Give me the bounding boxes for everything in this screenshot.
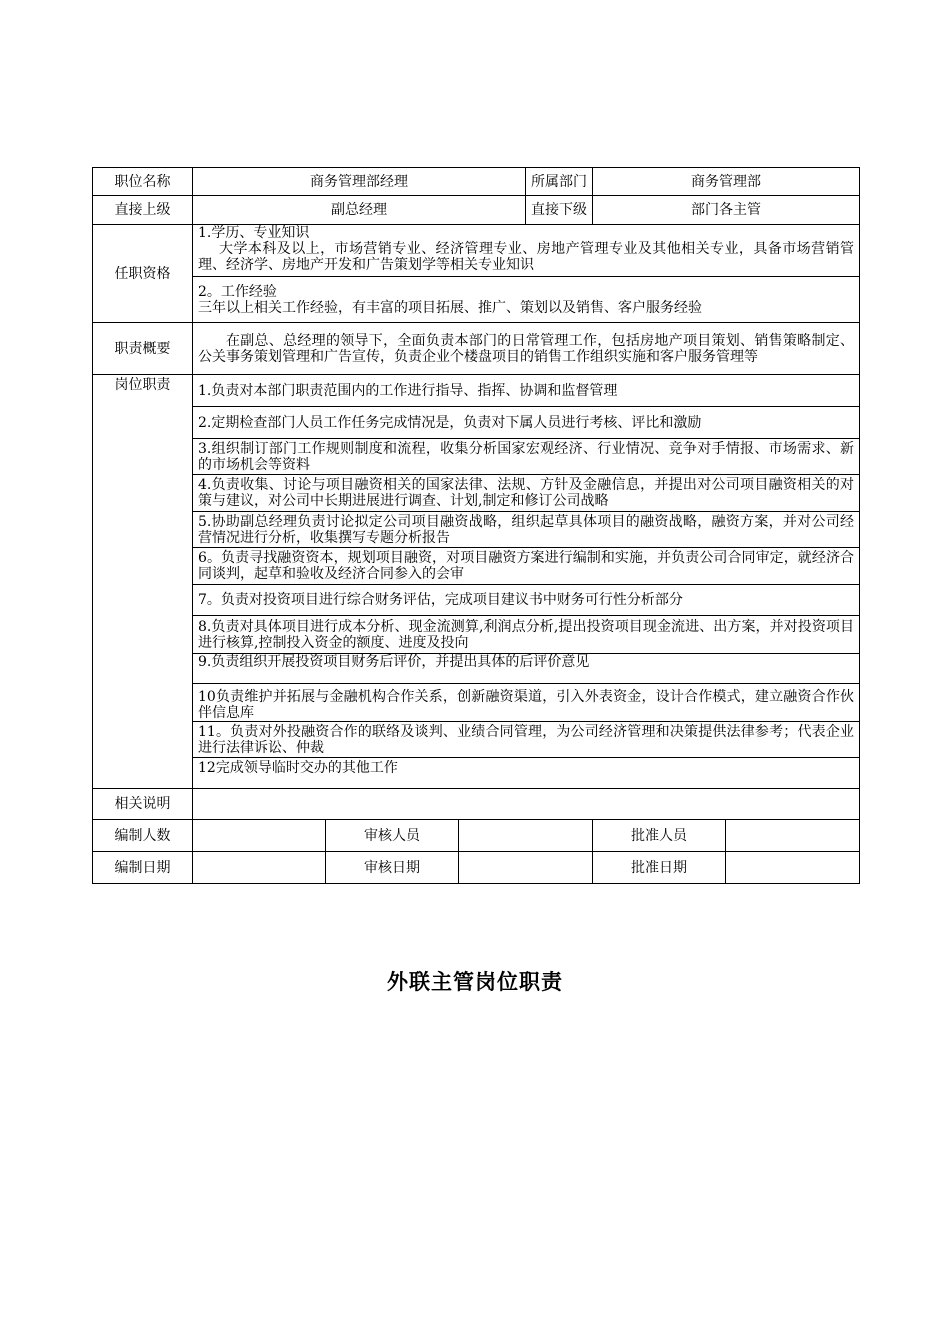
label-review-date: 审核日期 bbox=[326, 852, 459, 884]
duty-item: 7。负责对投资项目进行综合财务评估，完成项目建议书中财务可行性分析部分 bbox=[193, 585, 860, 616]
approve-date-value bbox=[726, 852, 860, 884]
duty-row bbox=[93, 375, 860, 407]
row-qualification-edu bbox=[93, 225, 860, 277]
row-summary bbox=[93, 323, 860, 375]
education-title: 1.学历、专业知识 bbox=[198, 225, 310, 241]
label-duties: 岗位职责 bbox=[93, 375, 193, 789]
row-sign-dates bbox=[93, 852, 860, 884]
experience-title: 2。工作经验 bbox=[198, 283, 277, 300]
duty-item: 2.定期检查部门人员工作任务完成情况是，负责对下属人员进行考核、评比和激励 bbox=[193, 407, 860, 439]
row-qualification-exp bbox=[93, 277, 860, 323]
row-reporting bbox=[93, 196, 860, 225]
experience-text: 三年以上相关工作经验，有丰富的项目拓展、推广、策划以及销售、客户服务经验 bbox=[198, 299, 702, 316]
duty-item: 1.负责对本部门职责范围内的工作进行指导、指挥、协调和监督管理 bbox=[193, 375, 860, 407]
education-text: 大学本科及以上，市场营销专业、经济管理专业、房地产管理专业及其他相关专业，具备市场营销管理、经济学、房地产开发和广告策划学等相关专业知识 bbox=[198, 241, 855, 273]
duty-row bbox=[93, 512, 860, 548]
author-value bbox=[193, 820, 326, 852]
duty-row bbox=[93, 758, 860, 789]
row-notes bbox=[93, 789, 860, 820]
duty-row bbox=[93, 616, 860, 654]
label-position-name: 职位名称 bbox=[93, 168, 193, 196]
summary-text: 在副总、总经理的领导下，全面负责本部门的日常管理工作，包括房地产项目策划、销售策略制定、公关事务策划管理和广告宣传，负责企业个楼盘项目的销售工作组织实施和客户服务管理等 bbox=[193, 323, 860, 375]
position-name: 商务管理部经理 bbox=[193, 168, 526, 196]
duty-row bbox=[93, 722, 860, 758]
duty-row bbox=[93, 654, 860, 684]
duty-item: 6。负责寻找融资资本，规划项目融资，对项目融资方案进行编制和实施，并负责公司合同审定，就经济合同谈判，起草和验收及经济合同参入的会审 bbox=[193, 548, 860, 585]
duty-item: 10负责维护并拓展与金融机构合作关系，创新融资渠道，引入外表资金，设计合作模式，建立融资合作伙伴信息库 bbox=[193, 684, 860, 722]
duty-row bbox=[93, 548, 860, 585]
job-description-table bbox=[92, 167, 860, 884]
duty-item: 5.协助副总经理负责讨论拟定公司项目融资战略，组织起草具体项目的融资战略，融资方案，并对公司经营情况进行分析，收集撰写专题分析报告 bbox=[193, 512, 860, 548]
review-date-value bbox=[459, 852, 593, 884]
label-author-date: 编制日期 bbox=[93, 852, 193, 884]
qualification-education bbox=[193, 225, 860, 277]
duty-row bbox=[93, 407, 860, 439]
duty-item: 12完成领导临时交办的其他工作 bbox=[193, 758, 860, 789]
row-position bbox=[93, 168, 860, 196]
label-department: 所属部门 bbox=[526, 168, 593, 196]
duty-row bbox=[93, 475, 860, 512]
duty-row bbox=[93, 585, 860, 616]
label-notes: 相关说明 bbox=[93, 789, 193, 820]
label-approver: 批准人员 bbox=[593, 820, 726, 852]
label-reviewer: 审核人员 bbox=[326, 820, 459, 852]
label-qualification: 任职资格 bbox=[93, 225, 193, 323]
label-approve-date: 批准日期 bbox=[593, 852, 726, 884]
row-sign-people bbox=[93, 820, 860, 852]
label-superior: 直接上级 bbox=[93, 196, 193, 225]
duty-item: 11。负责对外投融资合作的联络及谈判、业绩合同管理，为公司经济管理和决策提供法律参考；代表企业进行法律诉讼、仲裁 bbox=[193, 722, 860, 758]
duty-item: 9.负责组织开展投资项目财务后评价，并提出具体的后评价意见 bbox=[193, 654, 860, 684]
duty-item: 3.组织制订部门工作规则制度和流程，收集分析国家宏观经济、行业情况、竞争对手情报、市场需求、新的市场机会等资料 bbox=[193, 439, 860, 475]
approver-value bbox=[726, 820, 860, 852]
superior: 副总经理 bbox=[193, 196, 526, 225]
department: 商务管理部 bbox=[593, 168, 860, 196]
duty-row bbox=[93, 684, 860, 722]
duty-item: 8.负责对具体项目进行成本分析、现金流测算,利润点分析,提出投资项目现金流进、出方案，并对投资项目进行核算,控制投入资金的额度、进度及投向 bbox=[193, 616, 860, 654]
label-author: 编制人数 bbox=[93, 820, 193, 852]
reviewer-value bbox=[459, 820, 593, 852]
author-date-value bbox=[193, 852, 326, 884]
duty-item: 4.负责收集、讨论与项目融资相关的国家法律、法规、方针及金融信息，并提出对公司项目融资相关的对策与建议，对公司中长期进展进行调查、计划,制定和修订公司战略 bbox=[193, 475, 860, 512]
notes-value bbox=[193, 789, 860, 820]
label-subordinate: 直接下级 bbox=[526, 196, 593, 225]
subordinate: 部门各主管 bbox=[593, 196, 860, 225]
qualification-experience bbox=[193, 277, 860, 323]
label-summary: 职责概要 bbox=[93, 323, 193, 375]
section-title: 外联主管岗位职责 bbox=[387, 970, 563, 994]
duty-row bbox=[93, 439, 860, 475]
